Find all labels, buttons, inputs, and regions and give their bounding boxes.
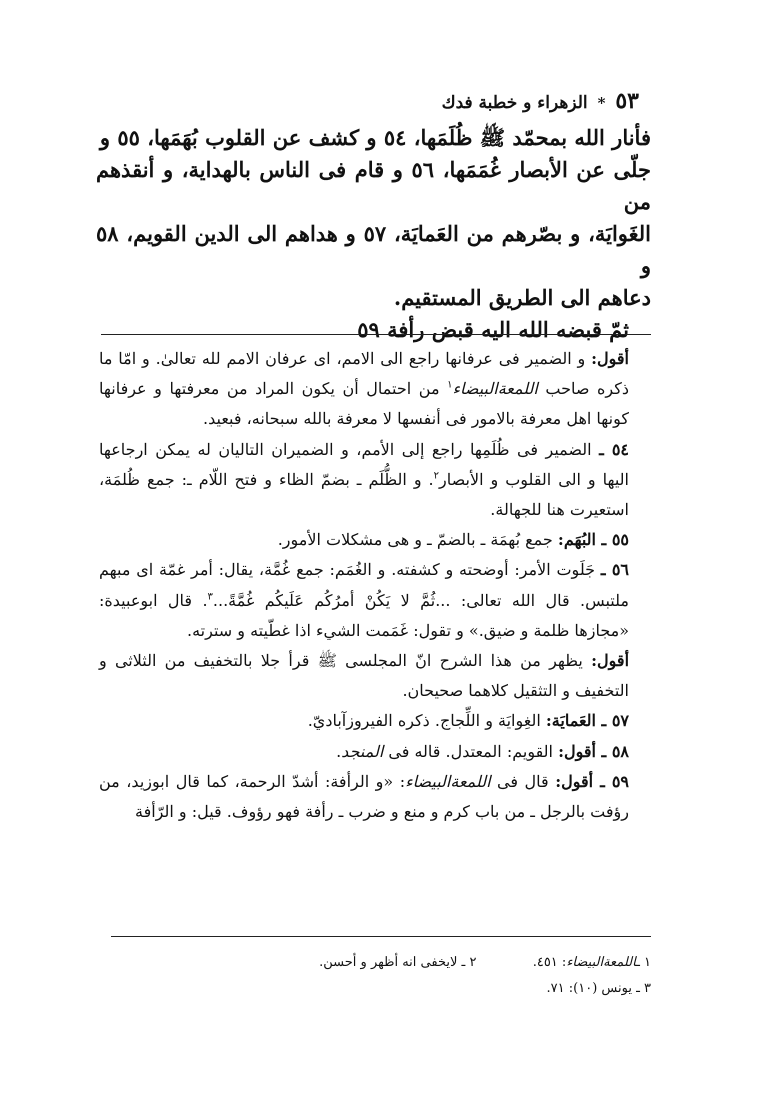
- commentary-paragraph: [99, 435, 651, 526]
- paragraph-text: القويم: المعتدل. قاله فى: [383, 741, 559, 761]
- footnote-ref: ٣: [207, 591, 213, 603]
- paragraph-label: ٥٨ ـ أقول:: [558, 741, 629, 761]
- page-number: ٥٣: [615, 88, 639, 114]
- commentary-paragraph: [99, 555, 651, 646]
- main-line: ثمّ قبضه الله اليه قبض رأفة ٥٩: [357, 317, 629, 342]
- paragraph-label: أقول:: [591, 651, 630, 671]
- footnote-2: ٢ ـ لايخفى انه أظهر و أحسن.: [319, 955, 477, 970]
- main-line: جلّى عن الأبصار غُمَمَها، ٥٦ و قام فى الناس بالهداية، و أنقذهم من: [96, 157, 651, 214]
- main-line: دعاهم الى الطريق المستقيم.: [393, 285, 651, 310]
- paragraph-text: . قال ابوعبيدة: «مجازها ظلمة و ضيق.» و تقول: غَمَمت الشيء اذا غطّيته و سترته.: [99, 590, 629, 640]
- footnote-ref: ١: [447, 379, 453, 391]
- paragraph-label: ٥٥ ـ البُهَم:: [557, 530, 629, 550]
- main-line: فأنار الله بمحمّد ﷺ ظُلَمَها، ٥٤ و كشف عن القلوب بُهَمَها، ٥٥ و: [99, 125, 651, 150]
- book-title: المنجد: [341, 741, 384, 761]
- footnote-text: : ٤٥١.: [532, 955, 567, 970]
- book-title: اللمعةالبيضاء: [452, 379, 538, 399]
- section-divider: [101, 334, 651, 335]
- commentary: [99, 344, 651, 827]
- book-title: اللمعةالبيضاء: [405, 771, 491, 791]
- paragraph-text: قال فى: [490, 771, 556, 791]
- paragraph-label: ٥٩ ـ أقول:: [555, 771, 630, 791]
- commentary-paragraph: [99, 525, 651, 555]
- commentary-paragraph: [99, 706, 651, 736]
- paragraph-text: . و الظُّلَم ـ بضمّ الظاء و فتح اللّام ـ: جمع ظُلمَة، استعيرت هنا للجهالة.: [99, 469, 629, 520]
- main-line: الغَوايَة، و بصّرهم من العَمايَة، ٥٧ و هداهم الى الدين القويم، ٥٨ و: [96, 221, 651, 278]
- footnote-row: [111, 950, 651, 976]
- footnote-row: [111, 976, 651, 1002]
- paragraph-label: ٥٦ ـ: [600, 560, 629, 580]
- commentary-paragraph: [99, 646, 651, 706]
- footnote-3: ٣ ـ يونس (١٠): ٧١.: [546, 981, 651, 996]
- paragraph-label: ٥٧ ـ العَمايَة:: [545, 711, 629, 731]
- book-title: اللمعةالبيضاء: [566, 955, 637, 970]
- commentary-paragraph: [99, 344, 651, 435]
- footnotes: [111, 950, 651, 1002]
- commentary-paragraph: [99, 737, 651, 767]
- footnote-1: [533, 955, 651, 970]
- paragraph-label: أقول:: [591, 349, 629, 368]
- running-title: الزهراء و خطبة فدك: [441, 93, 588, 113]
- paragraph-text: : «و الرأفة: أشدّ الرحمة، كما قال ابوزيد، من رؤفت بالرجل ـ من باب كرم و منع و ضرب ـ رأفة فهو رؤوف. قيل: و الرّأفة: [99, 771, 629, 822]
- paragraph-label: ٥٤ ـ: [599, 439, 629, 459]
- footnote-number: ١ ـ: [636, 955, 651, 970]
- running-header: [442, 88, 645, 114]
- paragraph-text: جمع بُهمَة ـ بالضمّ ـ و هى مشكلات الأمور.: [277, 530, 558, 550]
- paragraph-text: من احتمال أن يكون المراد من معرفتها و عرفانها كونها اهل معرفة بالامور فى أنفسها لا معرفة بالله سبحانه، فبعيد.: [99, 379, 629, 429]
- footnote-ref: ٢: [433, 470, 440, 482]
- paragraph-text: جَلَوت الأمر: أوضحته و كشفته. و الغُمَم: جمع غُمَّة، يقال: أمر غمّة اى مبهم ملتبس. قال الله تعالى: ...ثُمَّ لا يَكُنْ أمرُكُم عَلَيكُم غُمَّةً...: [99, 560, 629, 610]
- commentary-paragraph: [99, 767, 651, 827]
- footnote-divider: [111, 936, 651, 937]
- paragraph-text: الغِوايَة و اللِّجاج. ذكره الفيروزآباديّ.: [307, 711, 546, 731]
- paragraph-text: .: [336, 741, 342, 761]
- paragraph-text: و الضمير فى عرفانها راجع الى الامم، اى عرفان الامم لله تعالىٰ. و امّا ما ذكره صاحب: [99, 349, 630, 399]
- main-text: [96, 122, 651, 346]
- paragraph-text: يظهر من هذا الشرح انّ المجلسى ﷺ قرأ جلا بالتخفيف من الثلاثى و التخفيف و التثقيل كلاهما صحيحان.: [99, 651, 629, 701]
- header-separator: *: [597, 94, 606, 112]
- paragraph-text: الضمير فى ظُلَمِها راجع إلى الأمم، و الضميران التاليان له يمكن ارجاعها اليها و الى القلوب و الأبصار: [99, 439, 629, 489]
